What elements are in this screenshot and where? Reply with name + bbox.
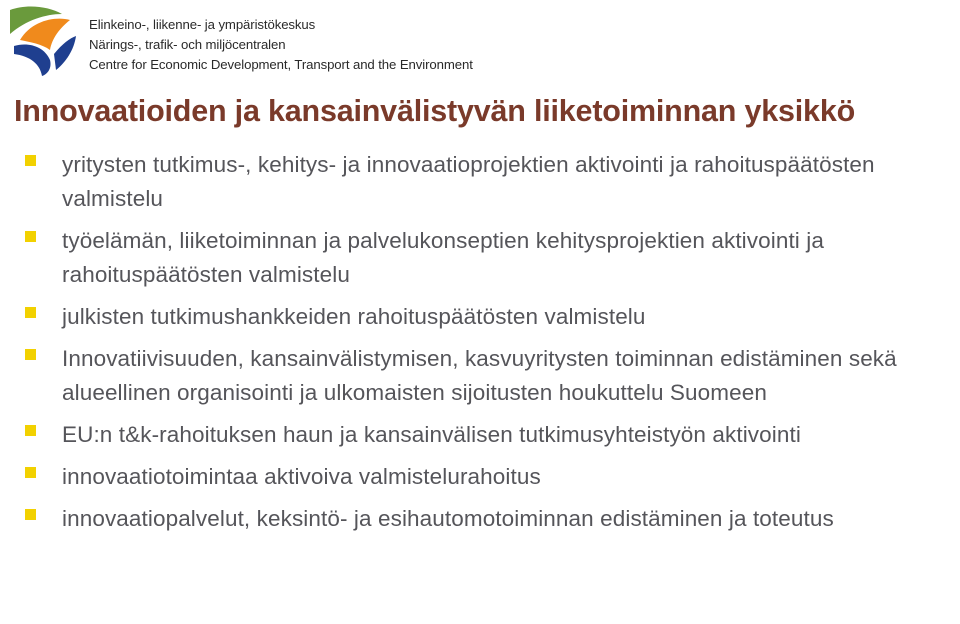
bullet-text: yritysten tutkimus-, kehitys- ja innovaatioprojektien aktivointi ja rahoituspäätösten valmistelu	[62, 152, 875, 211]
bullet-square-icon	[25, 231, 36, 242]
bullet-item	[0, 148, 960, 216]
bullet-text: julkisten tutkimushankkeiden rahoituspäätösten valmistelu	[62, 304, 646, 329]
org-name-fi: Elinkeino-, liikenne- ja ympäristökeskus	[89, 17, 316, 32]
bullet-text: innovaatiopalvelut, keksintö- ja esihautomotoiminnan edistäminen ja toteutus	[62, 506, 834, 531]
org-name-sv: Närings-, trafik- och miljöcentralen	[89, 37, 286, 52]
bullet-square-icon	[25, 155, 36, 166]
bullet-square-icon	[25, 425, 36, 436]
bullet-list	[0, 148, 960, 544]
organization-name	[89, 15, 473, 75]
org-name-en: Centre for Economic Development, Transport and the Environment	[89, 57, 473, 72]
bullet-text: innovaatiotoimintaa aktivoiva valmistelurahoitus	[62, 464, 541, 489]
bullet-text: EU:n t&k-rahoituksen haun ja kansainvälisen tutkimusyhteistyön aktivointi	[62, 422, 801, 447]
bullet-square-icon	[25, 307, 36, 318]
header	[0, 0, 960, 90]
bullet-item	[0, 224, 960, 292]
ely-logo	[4, 4, 78, 78]
bullet-text: työelämän, liiketoiminnan ja palvelukonseptien kehitysprojektien aktivointi ja rahoituspäätösten valmistelu	[62, 228, 824, 287]
bullet-square-icon	[25, 349, 36, 360]
slide-title: Innovaatioiden ja kansainvälistyvän liiketoiminnan yksikkö	[14, 94, 856, 128]
bullet-square-icon	[25, 467, 36, 478]
bullet-item	[0, 300, 960, 334]
bullet-item	[0, 502, 960, 536]
bullet-item	[0, 460, 960, 494]
bullet-item	[0, 342, 960, 410]
bullet-item	[0, 418, 960, 452]
bullet-text: Innovatiivisuuden, kansainvälistymisen, kasvuyritysten toiminnan edistäminen sekä alueellinen organisointi ja ulkomaisten sijoitusten houkuttelu Suomeen	[62, 346, 897, 405]
bullet-square-icon	[25, 509, 36, 520]
